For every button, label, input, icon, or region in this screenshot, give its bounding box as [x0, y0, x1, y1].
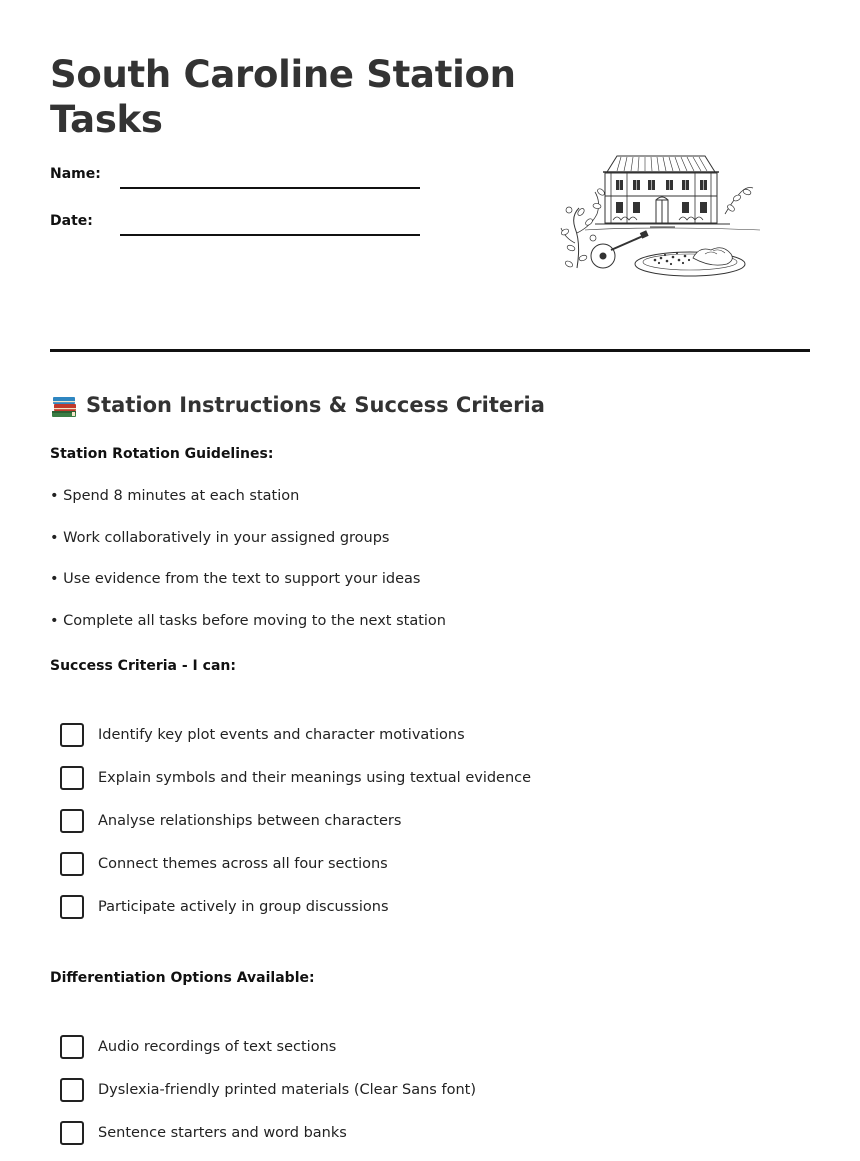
differentiation-checkbox[interactable]: [60, 1035, 84, 1059]
criteria-item: [60, 723, 465, 747]
differentiation-item: [60, 1078, 476, 1102]
criteria-checkbox[interactable]: [60, 895, 84, 919]
criteria-checkbox[interactable]: [60, 809, 84, 833]
plantation-house-illustration: [555, 148, 770, 280]
section-heading-text: Station Instructions & Success Criteria: [86, 393, 545, 417]
success-criteria-heading: Success Criteria - I can:: [50, 658, 236, 674]
page-title: South Caroline Station Tasks: [50, 53, 516, 141]
criteria-label: Connect themes across all four sections: [98, 856, 388, 872]
differentiation-label: Sentence starters and word banks: [98, 1125, 347, 1141]
criteria-checkbox[interactable]: [60, 766, 84, 790]
differentiation-label: Dyslexia-friendly printed materials (Clear Sans font): [98, 1082, 476, 1098]
rotation-item: • Work collaboratively in your assigned groups: [50, 530, 390, 546]
criteria-item: [60, 809, 401, 833]
section-heading-instructions: [50, 390, 545, 420]
differentiation-item: [60, 1121, 347, 1145]
criteria-checkbox[interactable]: [60, 723, 84, 747]
rotation-item: • Spend 8 minutes at each station: [50, 488, 300, 504]
header-divider: [50, 349, 810, 352]
date-input-line[interactable]: [120, 234, 420, 236]
name-input-line[interactable]: [120, 187, 420, 189]
criteria-label: Explain symbols and their meanings using textual evidence: [98, 770, 532, 786]
books-icon: [50, 391, 78, 419]
criteria-label: Analyse relationships between characters: [98, 813, 402, 829]
differentiation-checkbox[interactable]: [60, 1078, 84, 1102]
differentiation-label: Audio recordings of text sections: [98, 1039, 337, 1055]
criteria-item: [60, 852, 388, 876]
date-label: Date:: [50, 213, 93, 229]
criteria-label: Identify key plot events and character motivations: [98, 727, 465, 743]
differentiation-checkbox[interactable]: [60, 1121, 84, 1145]
differentiation-item: [60, 1035, 336, 1059]
criteria-item: [60, 766, 531, 790]
differentiation-heading: Differentiation Options Available:: [50, 970, 315, 986]
name-label: Name:: [50, 166, 101, 182]
criteria-checkbox[interactable]: [60, 852, 84, 876]
rotation-item: • Complete all tasks before moving to the next station: [50, 613, 446, 629]
criteria-item: [60, 895, 389, 919]
rotation-item: • Use evidence from the text to support your ideas: [50, 571, 421, 587]
criteria-label: Participate actively in group discussions: [98, 899, 389, 915]
rotation-guidelines-heading: Station Rotation Guidelines:: [50, 446, 274, 462]
